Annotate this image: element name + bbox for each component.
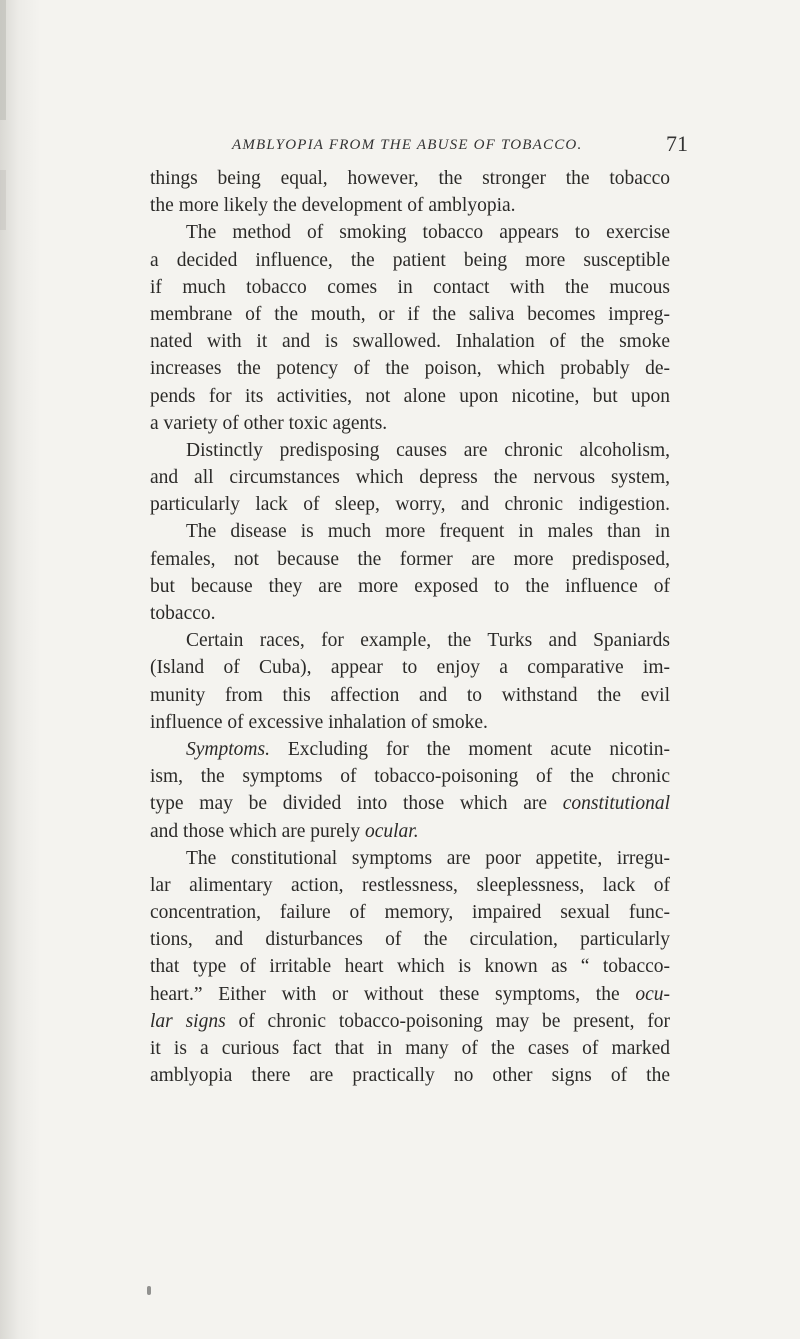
- text-line: if much tobacco comes in contact with the mucous: [150, 276, 670, 298]
- text-line: concentration, failure of memory, impaired sexual func-: [150, 902, 670, 924]
- text-line: but because they are more exposed to the influence of: [150, 575, 670, 597]
- text-line: females, not because the former are more predisposed,: [150, 548, 670, 570]
- text-line: a variety of other toxic agents.: [150, 412, 388, 434]
- text-line: membrane of the mouth, or if the saliva becomes impreg-: [150, 303, 670, 325]
- text-line: influence of excessive inhalation of smoke.: [150, 711, 488, 733]
- text-line: and those which are purely ocular.: [150, 820, 419, 842]
- text-line: pends for its activities, not alone upon nicotine, but upon: [150, 385, 670, 407]
- text-line: things being equal, however, the stronger the tobacco: [150, 168, 670, 189]
- text-line: particularly lack of sleep, worry, and chronic indigestion.: [150, 494, 670, 516]
- text-line: Symptoms. Excluding for the moment acute nicotin-: [186, 738, 670, 760]
- text-line: ism, the symptoms of tobacco-poisoning of the chronic: [150, 766, 670, 788]
- section-heading-symptoms: Symptoms.: [186, 738, 270, 760]
- text-line: a decided influence, the patient being more susceptible: [150, 249, 670, 271]
- page-number: 71: [666, 131, 688, 156]
- text-line: Certain races, for example, the Turks and Spaniards: [186, 630, 670, 652]
- text-line: amblyopia there are practically no other signs of the: [150, 1065, 670, 1087]
- text-line: tobacco.: [150, 603, 216, 624]
- text-line: The constitutional symptoms are poor appetite, irregu-: [186, 847, 670, 869]
- body-text: [150, 165, 670, 1089]
- text-line: tions, and disturbances of the circulation, particularly: [150, 929, 670, 951]
- text-line: heart.” Either with or without these symptoms, the ocu-: [150, 983, 670, 1005]
- text-line: that type of irritable heart which is known as “ tobacco-: [150, 956, 670, 978]
- text-line: lar alimentary action, restlessness, sleeplessness, lack of: [150, 874, 670, 896]
- text-line: lar signs of chronic tobacco-poisoning may be present, for: [150, 1010, 670, 1032]
- text-line: the more likely the development of amblyopia.: [150, 195, 516, 217]
- running-title: AMBLYOPIA FROM THE ABUSE OF TOBACCO.: [232, 137, 583, 153]
- text-line: The disease is much more frequent in males than in: [186, 521, 670, 543]
- ink-speck: [147, 1286, 151, 1295]
- text-line: type may be divided into those which are constitutional: [150, 793, 670, 815]
- text-line: munity from this affection and to withstand the evil: [150, 684, 670, 706]
- binding-shadow: [0, 0, 6, 120]
- text-line: (Island of Cuba), appear to enjoy a comparative im-: [150, 657, 670, 679]
- text-line: increases the potency of the poison, which probably de-: [150, 358, 670, 380]
- text-line: Distinctly predisposing causes are chronic alcoholism,: [186, 439, 670, 461]
- text-line: it is a curious fact that in many of the cases of marked: [150, 1038, 670, 1059]
- binding-shadow: [0, 170, 6, 230]
- text-line: The method of smoking tobacco appears to exercise: [186, 222, 670, 244]
- text-line: nated with it and is swallowed. Inhalation of the smoke: [150, 331, 670, 353]
- text-line: and all circumstances which depress the nervous system,: [150, 467, 670, 489]
